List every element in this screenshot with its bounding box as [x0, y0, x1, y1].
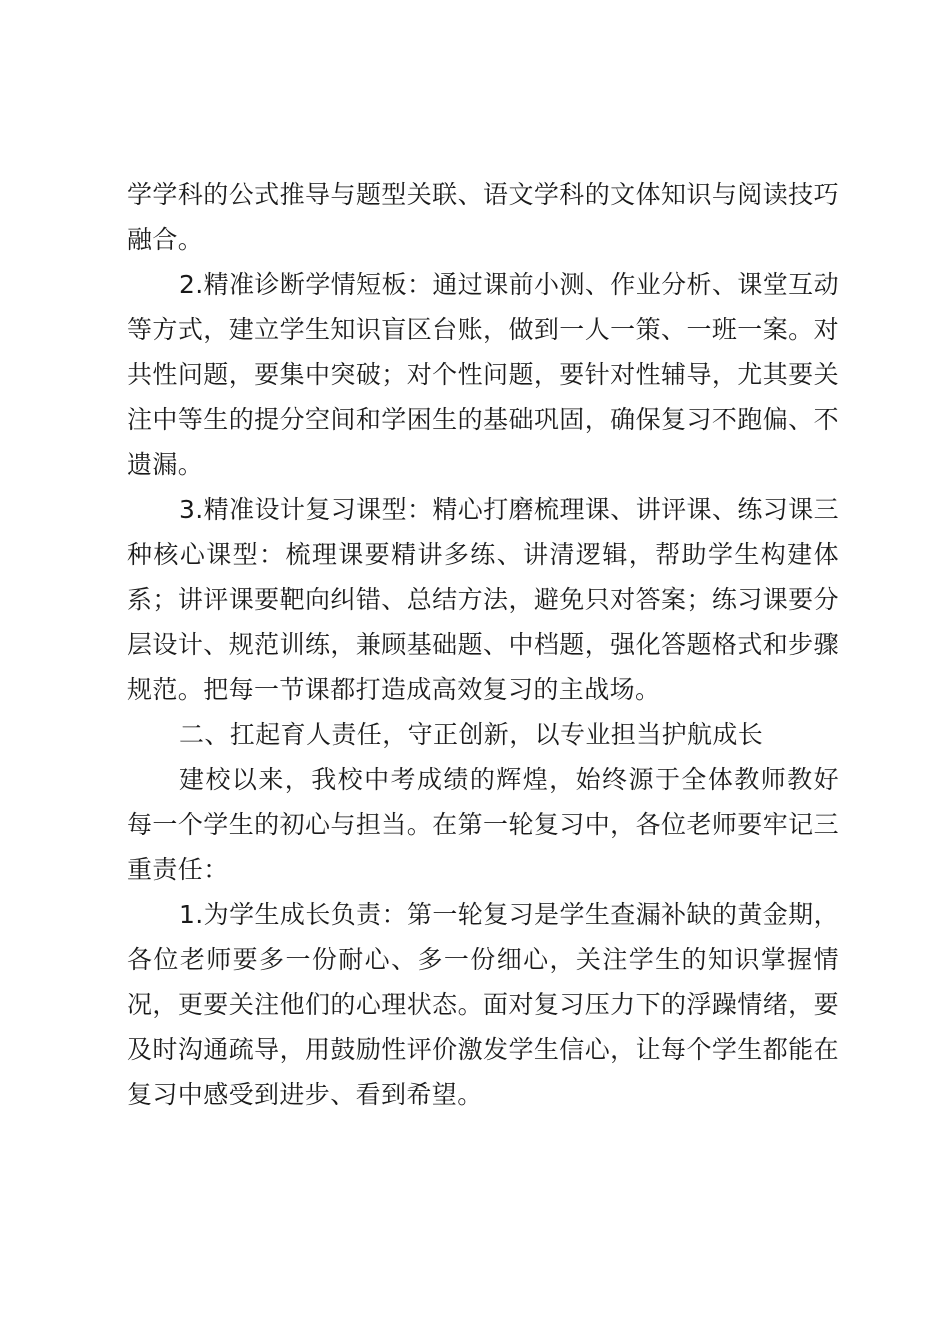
document-page [127, 172, 839, 1117]
paragraph-intro: 建校以来，我校中考成绩的辉煌，始终源于全体教师教好每一个学生的初心与担当。在第一轮复习中，各位老师要牢记三重责任： [127, 765, 839, 884]
paragraph-responsibility-1: 1.为学生成长负责：第一轮复习是学生查漏补缺的黄金期，各位老师要多一份耐心、多一份细心，关注学生的知识掌握情况，更要关注他们的心理状态。面对复习压力下的浮躁情绪，要及时沟通疏导，用鼓励性评价激发学生信心，让每个学生都能在复习中感受到进步、看到希望。 [127, 900, 839, 1109]
paragraph-continuation: 学学科的公式推导与题型关联、语文学科的文体知识与阅读技巧融合。 [127, 180, 839, 254]
section-heading: 二、扛起育人责任，守正创新，以专业担当护航成长 [179, 720, 764, 749]
paragraph-item-2: 2.精准诊断学情短板：通过课前小测、作业分析、课堂互动等方式，建立学生知识盲区台账，做到一人一策、一班一案。对共性问题，要集中突破；对个性问题，要针对性辅导，尤其要关注中等生的提分空间和学困生的基础巩固，确保复习不跑偏、不遗漏。 [127, 270, 839, 479]
paragraph-item-3: 3.精准设计复习课型：精心打磨梳理课、讲评课、练习课三种核心课型：梳理课要精讲多练、讲清逻辑，帮助学生构建体系；讲评课要靶向纠错、总结方法，避免只对答案；练习课要分层设计、规范训练，兼顾基础题、中档题，强化答题格式和步骤规范。把每一节课都打造成高效复习的主战场。 [127, 495, 839, 704]
